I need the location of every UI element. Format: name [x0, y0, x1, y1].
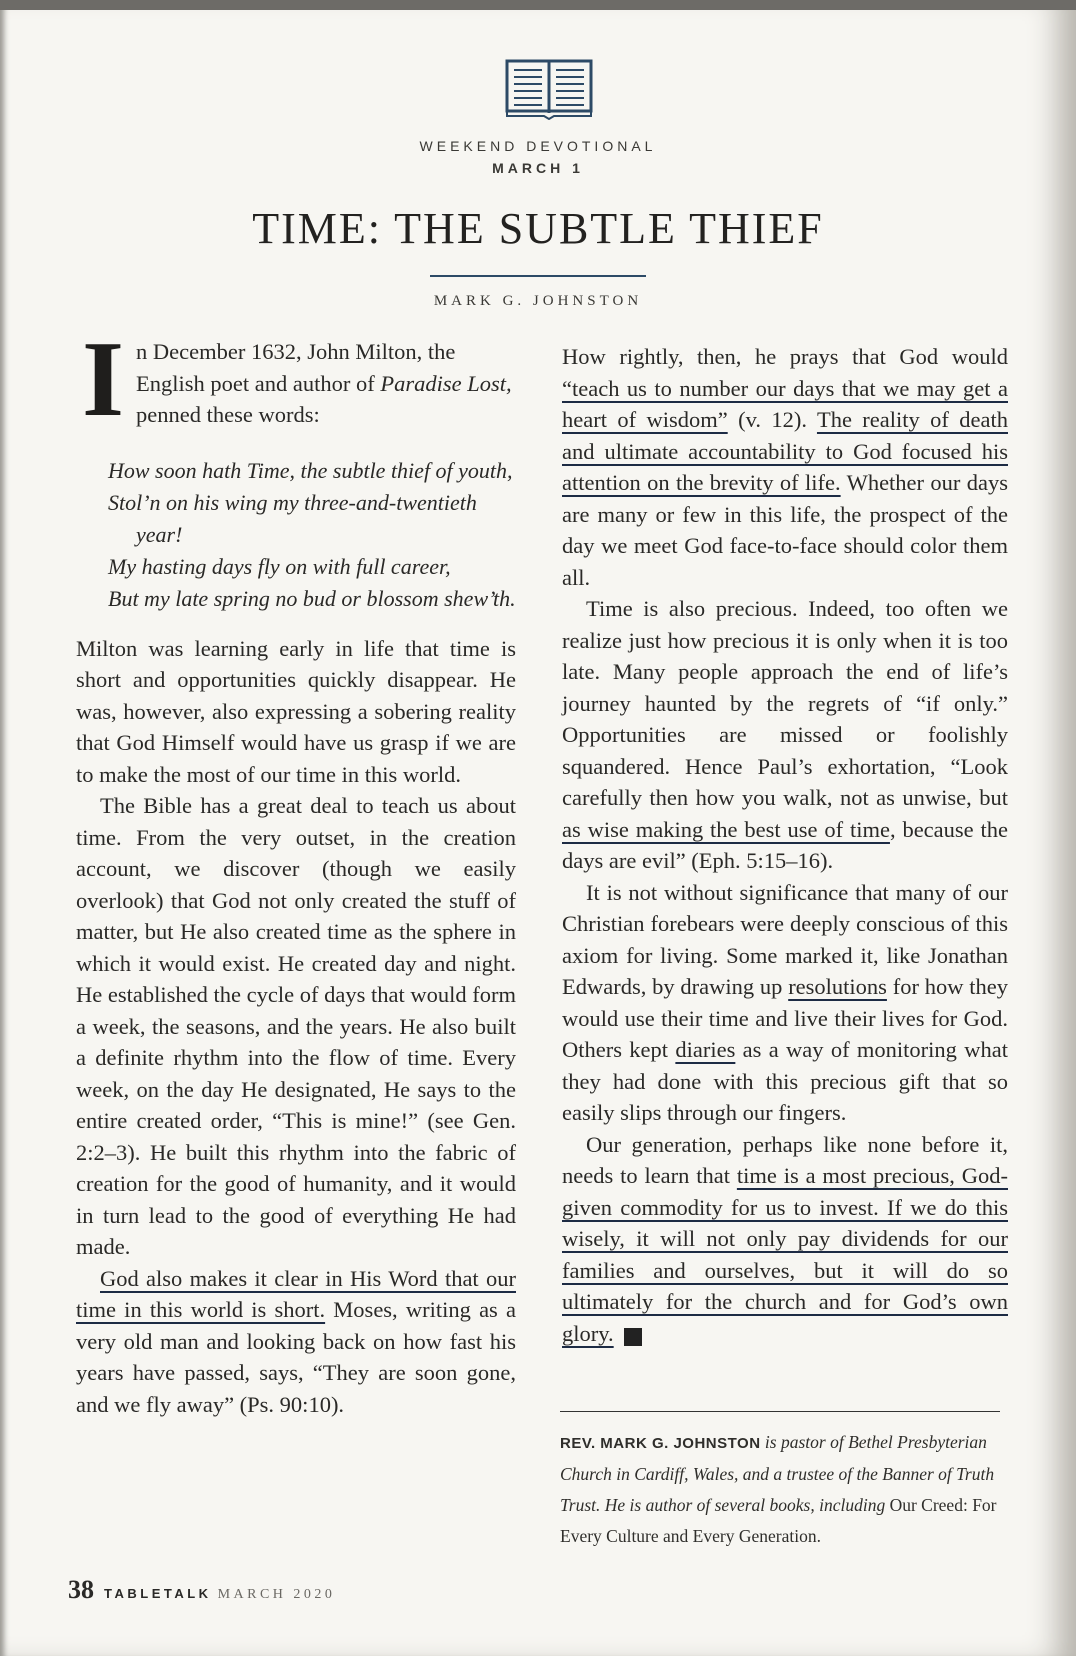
bio-divider — [560, 1411, 1000, 1412]
underlined-text: The reality of death and ultimate accountability to God focused his attention on the brevity of life. — [562, 407, 1008, 495]
paragraph-1: Milton was learning early in life that time is short and opportunities quickly disappear. He was, however, also expressing a sobering reality that God Himself would have us grasp if we are to make the most of our time in this world. — [76, 635, 516, 787]
poem-line: But my late spring no bud or blossom shew’th. — [108, 585, 516, 611]
paragraph-4-ref: (v. 12). — [727, 407, 817, 432]
poem-line: Stol’n on his wing my three-and-twentieth year! — [108, 489, 477, 547]
underlined-text: resolutions — [788, 974, 887, 999]
poem-quote — [108, 455, 516, 615]
paragraph-5-text: Time is also precious. Indeed, too often we realize just how precious it is only when it is too late. Many people approach the end of life’s journey haunted by the regrets of “if only.” Opportunities are missed or foolishly squandered. Hence Paul’s exhortation, “Look carefully then how you walk, not as unwise, but — [562, 596, 1008, 810]
magazine-name: TABLETALK — [104, 1586, 212, 1601]
opening-text-end: penned these words: — [136, 402, 320, 427]
underlined-text: “teach us to number our days that we may get a heart of wisdom” — [562, 375, 1008, 432]
underlined-text: God also makes it clear in His Word that our time in this world is short. — [76, 1265, 516, 1322]
paragraph-6-mid: for how they would use their time and live their lives for God. Others kept — [562, 974, 1008, 1062]
bio-book-title: Our Creed: For Every Culture and Every Generation. — [560, 1495, 997, 1546]
page-top-edge — [0, 0, 1076, 10]
title-divider — [430, 275, 646, 277]
paragraph-4-end: Whether our days are many or few in this life, the prospect of the day we meet God face-to-face should color them all. — [562, 470, 1008, 590]
devotional-date: MARCH 1 — [492, 160, 584, 176]
paragraph-3-text: Moses, writing as a very old man and looking back on how fast his years have passed, says, “They are soon gone, and we fly away” (Ps. 90:10). — [76, 1297, 516, 1417]
paragraph-6-text: It is not without significance that many of our Christian forebears were deeply conscious of this axiom for living. Some marked it, like Jonathan Edwards, by drawing up — [562, 879, 1008, 999]
opening-text: n December 1632, John Milton, the English poet and author of — [136, 339, 456, 396]
paragraph-7-text: Our generation, perhaps like none before it, needs to learn that — [562, 1131, 1008, 1188]
author-bio — [560, 1427, 1000, 1552]
opening-paragraph — [76, 320, 516, 439]
page-number: 38 — [68, 1575, 94, 1604]
right-column — [562, 341, 1008, 1349]
bio-name: REV. MARK G. JOHNSTON — [560, 1435, 761, 1452]
article-title: TIME: THE SUBTLE THIEF — [252, 204, 824, 253]
paragraph-7 — [562, 1129, 1008, 1350]
drop-cap: I — [82, 320, 125, 439]
paradise-lost-title: Paradise Lost, — [380, 370, 512, 396]
paragraph-2: The Bible has a great deal to teach us about time. From the very outset, in the creation account, we discover (though we easily overlook) that God not only created the stuff of matter, but He also created time as the sphere in which it would exist. He created day and night. He established the cycle of days that would form a week, the seasons, and the years. He also built a definite rhythm into the flow of time. Every week, on the day He designated, He says to the entire created order, “This is mine!” (see Gen. 2:2–3). He built this rhythm into the fabric of creation for the good of humanity, and it would in turn lead to the good of everything He had made. — [76, 793, 516, 1259]
issue-date: MARCH 2020 — [217, 1587, 336, 1602]
underlined-text: diaries — [675, 1037, 736, 1062]
paragraph-3 — [76, 1263, 516, 1421]
section-label: WEEKEND DEVOTIONAL — [419, 138, 657, 154]
end-mark-icon: T — [624, 1328, 642, 1346]
paragraph-6 — [562, 877, 1008, 1129]
paragraph-5-end: , because the days are evil” (Eph. 5:15–16). — [562, 816, 1008, 873]
paragraph-5 — [562, 593, 1008, 877]
paragraph-6-end: as a way of monitoring what they had done with this precious gift that so easily slips through our fingers. — [562, 1037, 1008, 1125]
page-footer — [68, 1575, 335, 1605]
open-book-icon — [504, 58, 594, 120]
underlined-text: as wise making the best use of time — [562, 816, 890, 842]
author-byline: MARK G. JOHNSTON — [433, 293, 643, 309]
poem-line: My hasting days fly on with full career, — [108, 553, 451, 579]
paragraph-4-text: How rightly, then, he prays that God would — [562, 344, 1008, 369]
bio-text: is pastor of Bethel Presbyterian Church in Cardiff, Wales, and a trustee of the Banner of Truth Trust. He is author of several books, including — [560, 1432, 995, 1515]
left-column — [76, 320, 516, 1420]
underlined-text: time is a most precious, God-given commodity for us to invest. If we do this wisely, it will not only pay dividends for our families and ourselves, but it will do so ultimately for the church and for God’s own glory. — [562, 1163, 1008, 1346]
paragraph-4 — [562, 341, 1008, 593]
poem-line: How soon hath Time, the subtle thief of youth, — [108, 457, 513, 483]
